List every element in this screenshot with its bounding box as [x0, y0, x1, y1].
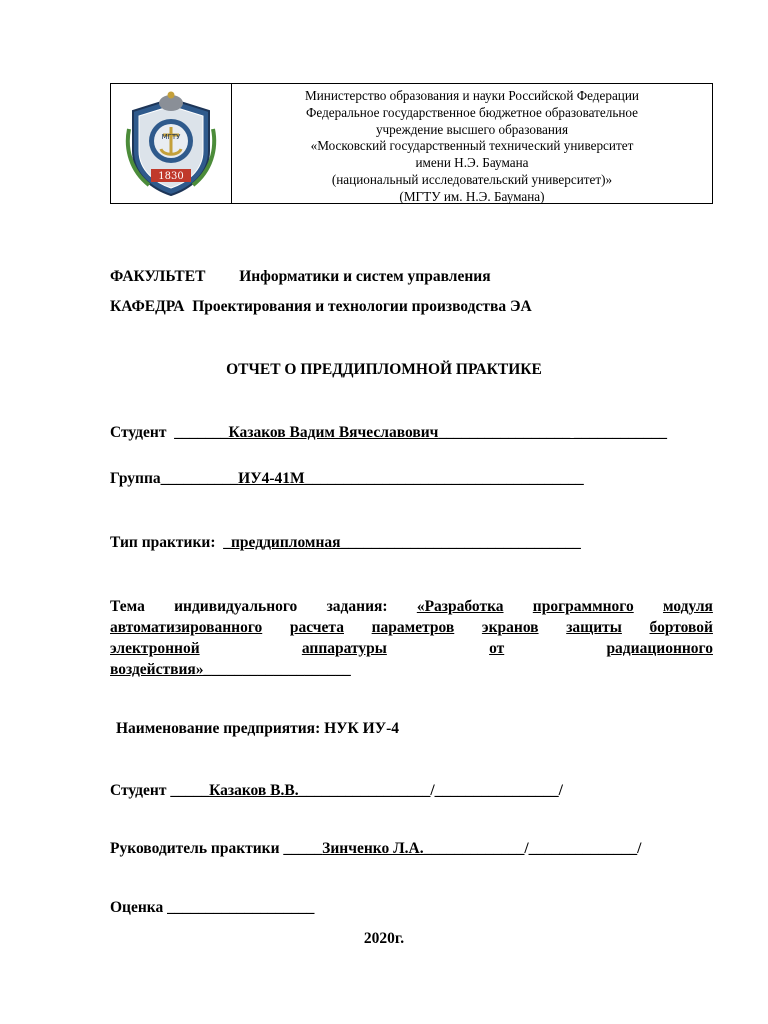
topic-word: защиты: [566, 619, 622, 636]
ministry-line: (МГТУ им. Н.Э. Баумана): [399, 188, 545, 204]
department-value: Проектирования и технологии производства ЭА: [192, 298, 532, 315]
supervisor-pre: _____: [283, 840, 323, 857]
university-crest-icon: [119, 89, 223, 199]
group-value: ИУ4-41М: [238, 470, 305, 487]
topic-word: «Разработка: [416, 598, 504, 615]
enterprise-label: Наименование предприятия:: [116, 720, 321, 737]
topic-label-word: Тема: [110, 598, 145, 615]
department-label: КАФЕДРА: [110, 298, 185, 315]
supervisor-label: Руководитель практики: [110, 840, 280, 857]
page-title: ОТЧЕТ О ПРЕДДИПЛОМНОЙ ПРАКТИКЕ: [226, 361, 542, 378]
student-signature-row: [110, 782, 563, 800]
practice-type-row: [110, 534, 581, 552]
ministry-line: учреждение высшего образования: [375, 121, 569, 137]
grade-value: ___________________: [167, 899, 315, 916]
faculty-value: Информатики и систем управления: [239, 268, 491, 285]
student-pre: _______: [174, 424, 229, 441]
signature-student-name: Казаков В.В.: [209, 782, 299, 799]
practice-type-pre: _: [223, 534, 231, 551]
signature-student-label: Студент: [110, 782, 167, 799]
faculty-row: [110, 268, 491, 286]
ministry-line: имени Н.Э. Баумана: [415, 155, 529, 171]
group-post: ____________________________________: [304, 470, 584, 487]
enterprise-value: НУК ИУ-4: [324, 720, 399, 737]
topic-block: [110, 596, 713, 680]
topic-post: ___________________: [203, 661, 351, 678]
grade-label: Оценка: [110, 899, 164, 916]
supervisor-name: Зинченко Л.А.: [322, 840, 424, 857]
topic-word: экранов: [481, 619, 539, 636]
group-pre: __________: [160, 470, 239, 487]
topic-word: параметров: [371, 619, 455, 636]
student-row: [110, 424, 667, 442]
supervisor-row: [110, 840, 642, 858]
topic-word: расчета: [289, 619, 344, 636]
topic-word: радиационного: [606, 640, 713, 657]
topic-word: бортовой: [649, 619, 713, 636]
topic-word: программного: [532, 598, 634, 615]
header-box: [110, 83, 713, 204]
practice-type-post: _______________________________: [340, 534, 581, 551]
ministry-line: Федеральное государственное бюджетное образовательное: [305, 104, 639, 120]
ministry-block: [232, 88, 712, 206]
topic-line-4: [110, 659, 713, 680]
topic-line-2: [110, 617, 713, 638]
faculty-label: ФАКУЛЬТЕТ: [110, 268, 206, 285]
department-row: [110, 298, 532, 316]
signature-student-post: _________________/________________/: [298, 782, 563, 799]
group-label: Группа: [110, 470, 161, 487]
supervisor-post: _____________/______________/: [423, 840, 642, 857]
topic-line-1: [110, 596, 713, 617]
student-label: Студент: [110, 424, 167, 441]
student-post: _________________ ____________: [438, 424, 667, 441]
topic-word: воздействия»: [110, 661, 204, 678]
ministry-line: «Московский государственный технический университет: [310, 138, 634, 154]
ministry-line: Министерство образования и науки Российской Федерации: [305, 88, 639, 103]
signature-student-pre: _____: [170, 782, 210, 799]
document-year: 2020г.: [363, 930, 405, 947]
topic-label-word: задания:: [326, 598, 388, 615]
group-row: [110, 470, 584, 488]
crest-year: 1830: [158, 171, 184, 182]
topic-line-3: [110, 638, 713, 659]
topic-word: автоматизированного: [110, 619, 263, 636]
practice-type-value: преддипломная: [231, 534, 341, 551]
topic-word: электронной: [110, 640, 200, 657]
topic-word: аппаратуры: [301, 640, 387, 657]
enterprise-row: [116, 720, 399, 738]
topic-word: модуля: [662, 598, 713, 615]
topic-label-word: индивидуального: [174, 598, 298, 615]
grade-row: [110, 899, 314, 917]
ministry-line: (национальный исследовательский университет)»: [331, 171, 613, 187]
topic-word: от: [489, 640, 505, 657]
student-name: Казаков Вадим Вячеславович: [228, 424, 439, 441]
crest-monogram: МГТУ: [161, 133, 181, 141]
practice-type-label: Тип практики:: [110, 534, 216, 551]
